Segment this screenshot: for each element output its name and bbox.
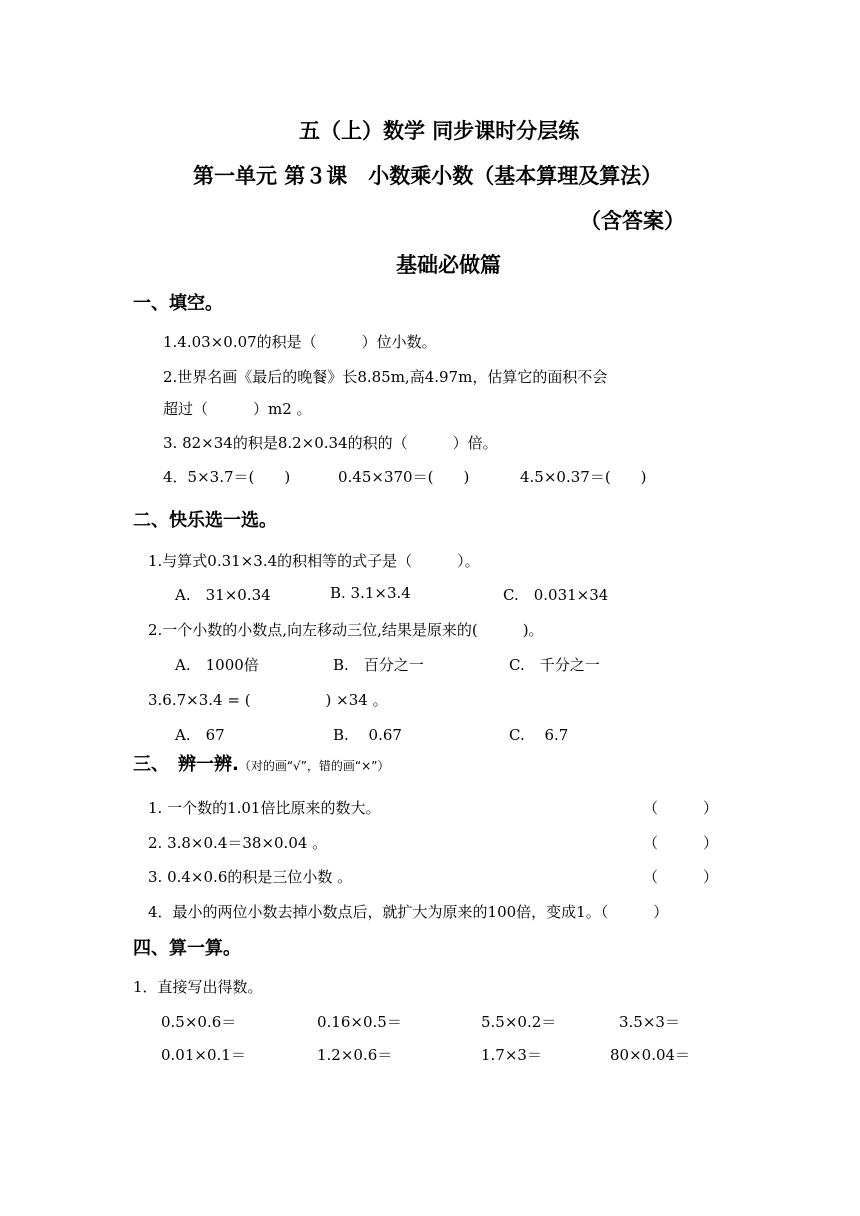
- calc-r1c1: 0.5×0.6＝: [161, 1013, 237, 1031]
- calc-r2c1: 0.01×0.1＝: [161, 1046, 246, 1064]
- judge-item-3: 3. 0.4×0.6的积是三位小数 。: [148, 868, 353, 886]
- calc-instruction: 1．直接写出得数。: [133, 978, 263, 996]
- fill-question-4a: 4．5×3.7＝( ): [163, 468, 291, 486]
- choice-2-option-c: C. 千分之一: [509, 656, 600, 674]
- fill-question-2-cont: 超过（ ）m2 。: [163, 400, 312, 418]
- section-heading-choice: 二、快乐选一选。: [133, 510, 277, 531]
- choice-2-option-a: A. 1000倍: [175, 656, 259, 674]
- choice-question-3: 3.6.7×3.4 = ( ) ×34 。: [148, 691, 388, 709]
- fill-question-4c: 4.5×0.37＝( ): [520, 468, 647, 486]
- calc-r1c4: 3.5×3＝: [619, 1013, 680, 1031]
- choice-3-option-a: A. 67: [175, 726, 225, 744]
- calc-r2c2: 1.2×0.6＝: [317, 1046, 393, 1064]
- section-heading-fill: 一、填空。: [133, 293, 223, 314]
- choice-question-2: 2.一个小数的小数点,向左移动三位,结果是原来的( )。: [148, 621, 544, 639]
- choice-1-option-a: A. 31×0.34: [175, 586, 271, 604]
- fill-question-4b: 0.45×370＝( ): [338, 468, 470, 486]
- judge-heading-text: 三、 辨一辨.: [133, 754, 239, 775]
- page-title: 五（上）数学 同步课时分层练: [299, 119, 580, 143]
- part-title: 基础必做篇: [396, 253, 501, 277]
- calc-r2c3: 1.7×3＝: [481, 1046, 542, 1064]
- choice-1-option-b: B. 3.1×3.4: [330, 584, 411, 602]
- fill-question-3: 3. 82×34的积是8.2×0.34的积的（ ）倍。: [163, 434, 498, 452]
- section-heading-judge: [133, 750, 389, 776]
- judge-item-3-paren: （ ）: [643, 868, 719, 886]
- section-heading-calc: 四、算一算。: [133, 938, 241, 959]
- judge-item-1: 1. 一个数的1.01倍比原来的数大。: [148, 799, 381, 817]
- judge-instruction: （对的画“√”，错的画“×”）: [238, 759, 390, 773]
- judge-item-2-paren: （ ）: [643, 834, 719, 852]
- choice-2-option-b: B. 百分之一: [333, 656, 424, 674]
- calc-r1c3: 5.5×0.2＝: [481, 1013, 557, 1031]
- judge-item-4: 4．最小的两位小数去掉小数点后，就扩大为原来的100倍，变成1。（ ）: [148, 903, 669, 921]
- fill-question-2: 2.世界名画《最后的晚餐》长8.85m,高4.97m，估算它的面积不会: [163, 368, 608, 386]
- fill-question-1: 1.4.03×0.07的积是（ ）位小数。: [163, 333, 437, 351]
- choice-1-option-c: C. 0.031×34: [503, 586, 609, 604]
- lesson-title: 第一单元 第３课 小数乘小数（基本算理及算法）: [193, 164, 663, 188]
- judge-item-2: 2. 3.8×0.4＝38×0.04 。: [148, 834, 328, 852]
- judge-item-1-paren: （ ）: [643, 799, 719, 817]
- choice-3-option-b: B. 0.67: [333, 726, 402, 744]
- calc-r2c4: 80×0.04＝: [610, 1046, 691, 1064]
- choice-question-1: 1.与算式0.31×3.4的积相等的式子是（ ）。: [148, 552, 480, 570]
- choice-3-option-c: C. 6.7: [509, 726, 569, 744]
- calc-r1c2: 0.16×0.5＝: [317, 1013, 402, 1031]
- answer-note: （含答案）: [580, 209, 685, 233]
